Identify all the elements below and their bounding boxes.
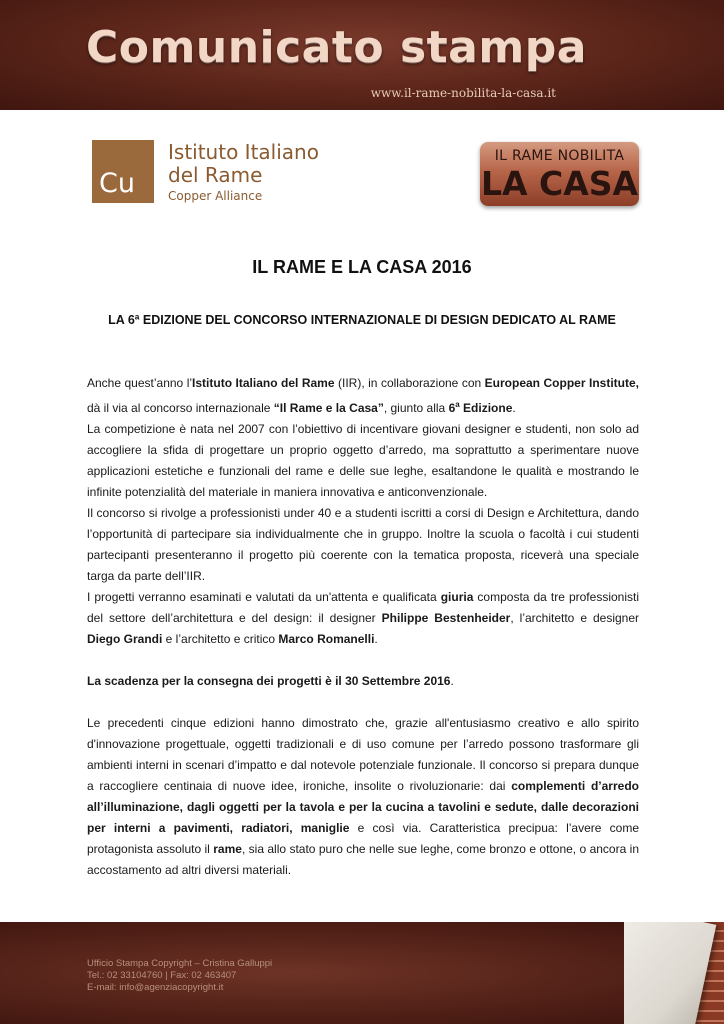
text-bold: 6 [448, 401, 456, 415]
badge-top-text: IL RAME NOBILITA [494, 148, 625, 164]
header-banner [0, 0, 724, 110]
text-bold: complementi d’arredo all’illuminazione, dagli oggetti per la tavola e per la cucina a tavolini e sedute, dalle decorazioni per interni a pavimenti, radiatori, maniglie [87, 779, 639, 835]
footer-line-phone: Tel.: 02 33104760 | Fax: 02 463407 [87, 970, 237, 981]
text: , l’architetto e designer [510, 611, 640, 625]
text-bold: giuria [440, 590, 474, 604]
badge-main-text: LA CASA [480, 164, 639, 203]
logo-line-3: Copper Alliance [168, 189, 263, 203]
text: e l’architetto e critico [162, 632, 279, 646]
text-bold: Philippe Bestenheider [381, 611, 511, 625]
footer-line-office: Ufficio Stampa Copyright – Cristina Galluppi [87, 958, 273, 969]
text-bold: Edizione [459, 401, 513, 415]
paragraph-deadline [87, 671, 639, 692]
logo-line-2: del Rame [168, 163, 263, 187]
document-subtitle: LA 6ª EDIZIONE DEL CONCORSO INTERNAZIONALE DI DESIGN DEDICATO AL RAME [108, 313, 616, 327]
text: dà il via al concorso internazionale [87, 401, 274, 415]
logo-line-1: Istituto Italiano [168, 140, 319, 164]
document-title: IL RAME E LA CASA 2016 [252, 257, 472, 277]
text: I progetti verranno esaminati e valutati da un'attenta e qualificata [87, 590, 441, 604]
text-bold: Marco Romanelli [278, 632, 375, 646]
header-url[interactable]: www.il-rame-nobilita-la-casa.it [370, 86, 556, 100]
paragraph-competition: La competizione è nata nel 2007 con l’obiettivo di incentivare giovani designer e studenti, non solo ad accogliere la sfida di progettare un proprio oggetto d’arredo, ma soprattutto a sperimentare nuove applicazioni estetiche e funzionali del rame e delle sue leghe, esaltandone le qualità e mostrando le infinite potenzialità del materiale in maniera innovativa e anticonvenzionale. [87, 422, 639, 499]
text: composta da tre professionisti del settore dell’architettura e del design: il designer [87, 590, 639, 625]
text: . [374, 632, 378, 646]
paragraph-previous-editions [87, 713, 639, 881]
text: , sia allo stato puro che nelle sue leghe, come bronzo e ottone, o ancora in accostamento ad altri diversi materiali. [87, 842, 639, 877]
text-bold: European Copper Institute, [484, 376, 639, 390]
text: (IIR), in collaborazione con [334, 376, 485, 390]
cu-logo-icon [92, 140, 154, 203]
footer-line-email[interactable]: E-mail: info@agenziacopyright.it [87, 982, 224, 993]
text: Le precedenti cinque edizioni hanno dimostrato che, grazie all'entusiasmo creativo e allo spirito d'innovazione progettuale, oggetti tradizionali e di uso comune per l’arredo possono trasformare gli ambienti interni in scenari d’impatto e dal notevole potenziale funzionale. Il concorso si prepara dunque a raccogliere centinaia di nuove idee, ironiche, insolite o rivoluzionarie: dai [87, 716, 639, 793]
text: . [450, 674, 454, 688]
footer-contact [87, 958, 272, 994]
paragraph-intro [87, 373, 639, 419]
text-bold: La scadenza per la consegna dei progetti è il 30 Settembre 2016 [87, 674, 451, 688]
text: e così via. Caratteristica precipua: l’avere come protagonista assoluto il [87, 821, 639, 856]
text-bold: rame [213, 842, 242, 856]
text: Anche quest’anno l’ [87, 376, 193, 390]
paragraph-jury [87, 587, 639, 650]
header-title: Comunicato stampa [86, 22, 587, 73]
text-bold: “Il Rame e la Casa” [273, 401, 384, 415]
iir-logo [92, 140, 322, 210]
text-bold: Diego Grandi [87, 632, 163, 646]
footer-banner [0, 922, 724, 1024]
text: , giunto alla [383, 401, 449, 415]
rame-nobilita-badge [480, 142, 639, 206]
superscript: a [455, 400, 460, 409]
page-curl-image [624, 922, 724, 1024]
text: . [512, 401, 516, 415]
document-body [87, 373, 639, 881]
cu-symbol: Cu [99, 168, 135, 199]
paragraph-participants: Il concorso si rivolge a professionisti under 40 e a studenti iscritti a corsi di Design e Architettura, dando l’opportunità di partecipare sia individualmente che in gruppo. Inoltre la scuola o facoltà i cui studenti partecipanti presenteranno il progetto più coerente con la tematica proposta, riceverà una speciale targa da parte dell’IIR. [87, 506, 639, 583]
text-bold: Istituto Italiano del Rame [192, 376, 335, 390]
